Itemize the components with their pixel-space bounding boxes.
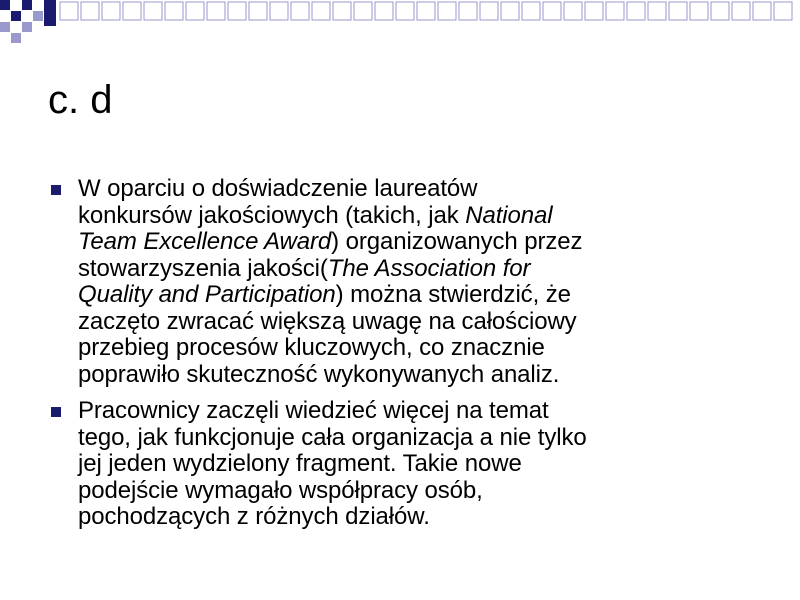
checker-squares (0, 0, 43, 43)
bullet-line (78, 256, 748, 283)
bullet-item (48, 398, 748, 531)
ruler-square (123, 2, 141, 20)
bullet-text: stowarzyszenia jakości( (78, 254, 328, 282)
bullet-line (78, 229, 748, 256)
bullet-line (78, 309, 748, 336)
bullet-text: pochodzących z różnych działów. (78, 503, 430, 530)
ruler-square (543, 2, 561, 20)
bullet-line (78, 478, 748, 505)
ruler-square (270, 2, 288, 20)
ruler-square (774, 2, 792, 20)
ruler-square (438, 2, 456, 20)
header-ruler (60, 2, 792, 20)
bullet-line (78, 335, 748, 362)
bullet-list (48, 176, 748, 541)
bullet-text: zaczęto zwracać większą uwagę na całościowy (78, 307, 577, 335)
ruler-square (102, 2, 120, 20)
bullet-text: jej jeden wydzielony fragment. Takie nowe (78, 450, 522, 477)
ruler-square (522, 2, 540, 20)
ruler-square (564, 2, 582, 20)
header-bar-dark (44, 0, 56, 26)
ruler-square (228, 2, 246, 20)
square-bullet-icon (51, 407, 61, 417)
bullet-line (78, 203, 748, 230)
bullet-text: konkursów jakościowych (takich, jak (78, 201, 466, 229)
italic-text: Quality and Participation (78, 281, 336, 308)
ruler-square (732, 2, 750, 20)
bullet-line (78, 176, 748, 203)
italic-text: Team Excellence Award (78, 228, 332, 255)
ruler-square (627, 2, 645, 20)
bullet-line (78, 282, 748, 309)
ruler-square (186, 2, 204, 20)
slide-title: c. d (48, 78, 113, 122)
bullet-text: ) można stwierdzić, że (335, 281, 571, 308)
ruler-square (396, 2, 414, 20)
ruler-square (459, 2, 477, 20)
italic-text: National (465, 201, 553, 229)
ruler-square (417, 2, 435, 20)
ruler-square (501, 2, 519, 20)
square-bullet-icon (51, 185, 61, 195)
ruler-square (585, 2, 603, 20)
ruler-square (165, 2, 183, 20)
ruler-square (291, 2, 309, 20)
ruler-square (480, 2, 498, 20)
bullet-text: ) organizowanych przez (331, 228, 583, 255)
italic-text: The Association for (327, 254, 531, 282)
ruler-square (669, 2, 687, 20)
bullet-text: podejście wymagało współpracy osób, (78, 476, 483, 504)
bullet-text: Pracownicy zaczęli wiedzieć więcej na temat (78, 397, 549, 424)
ruler-square (711, 2, 729, 20)
bullet-text: tego, jak funkcjonuje cała organizacja a nie tylko (78, 423, 587, 451)
corner-checker-decoration (0, 0, 800, 60)
ruler-square (207, 2, 225, 20)
bullet-text: przebieg procesów kluczowych, co znacznie (78, 334, 545, 361)
bullet-text: W oparciu o doświadczenie laureatów (78, 175, 478, 202)
ruler-square (249, 2, 267, 20)
ruler-square (606, 2, 624, 20)
ruler-square (690, 2, 708, 20)
bullet-line (78, 362, 748, 389)
bullet-line (78, 451, 748, 478)
ruler-square (648, 2, 666, 20)
bullet-line (78, 425, 748, 452)
ruler-square (753, 2, 771, 20)
ruler-square (375, 2, 393, 20)
ruler-square (333, 2, 351, 20)
ruler-square (312, 2, 330, 20)
bullet-line (78, 504, 748, 531)
bullet-text: poprawiło skuteczność wykonywanych analiz. (78, 360, 560, 388)
bullet-item (48, 176, 748, 388)
ruler-square (354, 2, 372, 20)
ruler-square (60, 2, 78, 20)
bullet-line (78, 398, 748, 425)
ruler-square (144, 2, 162, 20)
ruler-square (81, 2, 99, 20)
